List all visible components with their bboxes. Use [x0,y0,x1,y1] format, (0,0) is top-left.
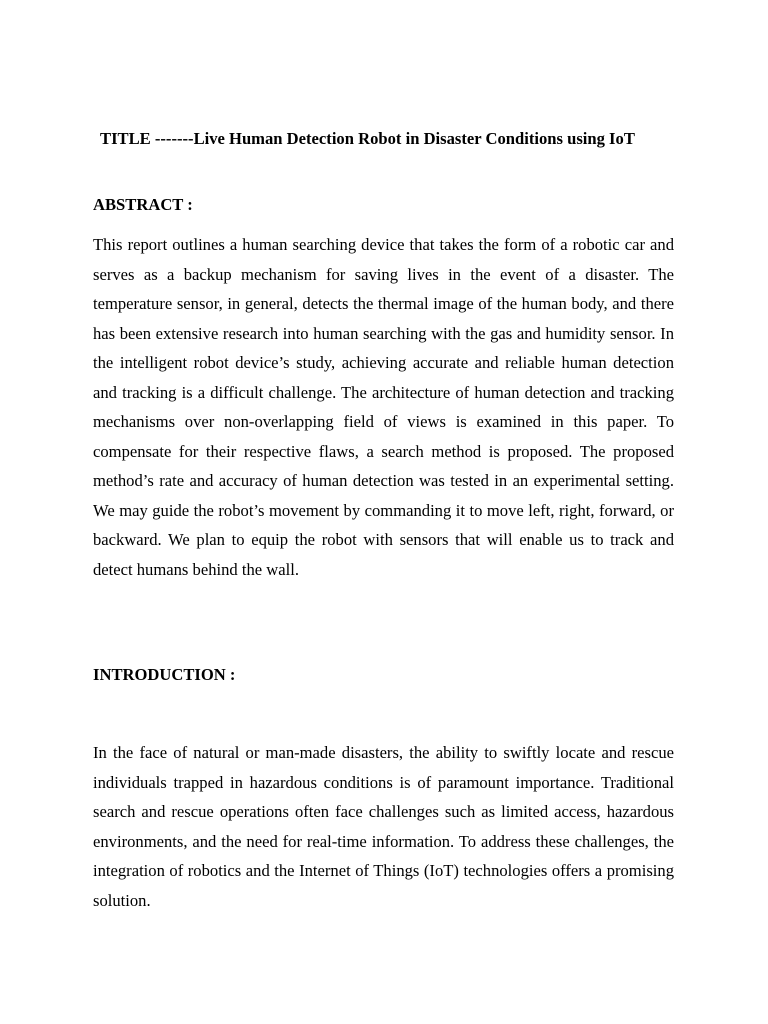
abstract-heading: ABSTRACT : [93,195,193,214]
title-text: Live Human Detection Robot in Disaster Conditions using IoT [193,129,635,148]
abstract-paragraph: This report outlines a human searching device that takes the form of a robotic car and serves as a backup mechanism for saving lives in the event of a disaster. The temperature sensor, in general, detects the thermal image of the human body, and there has been extensive research into human searching with the gas and humidity sensor. In the intelligent robot device’s study, achieving accurate and reliable human detection and tracking is a difficult challenge. The architecture of human detection and tracking mechanisms over non-overlapping field of views is examined in this paper. To compensate for their respective flaws, a search method is proposed. The proposed method’s rate and accuracy of human detection was tested in an experimental setting. We may guide the robot’s movement by commanding it to move left, right, forward, or backward. We plan to equip the robot with sensors that will enable us to track and detect humans behind the wall. [93,235,674,579]
introduction-paragraph: In the face of natural or man-made disasters, the ability to swiftly locate and rescue individuals trapped in hazardous conditions is of paramount importance. Traditional search and rescue operations often face challenges such as limited access, hazardous environments, and the need for real-time information. To address these challenges, the integration of robotics and the Internet of Things (IoT) technologies offers a promising solution. [93,743,674,910]
title-label: TITLE ------- [100,129,194,148]
document-title [93,124,674,153]
introduction-heading: INTRODUCTION : [93,665,236,684]
